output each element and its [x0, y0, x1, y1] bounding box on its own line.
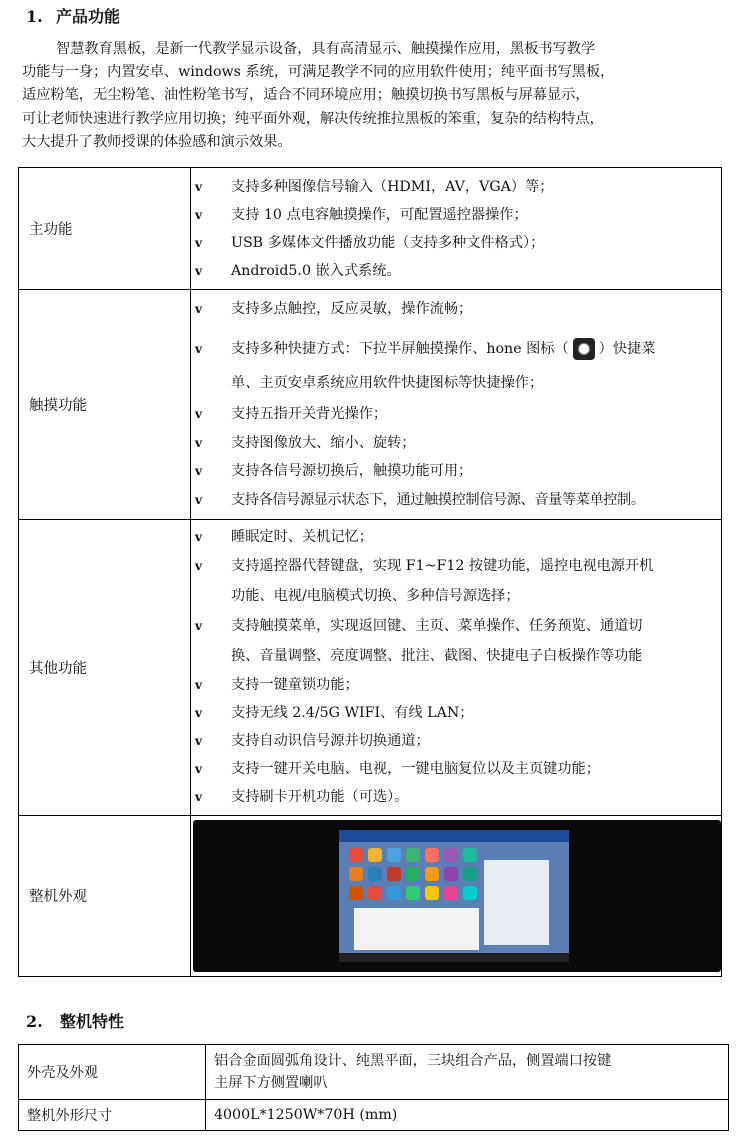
item-text-part: 单、主页安卓系统应用软件快捷图标等快捷操作； [231, 374, 544, 391]
row-touch-function [19, 290, 722, 520]
check-bullet-icon: v [195, 208, 202, 222]
check-bullet-icon: v [195, 761, 202, 776]
list-item [191, 671, 721, 699]
item-text: 支持一键童锁功能； [231, 676, 359, 693]
row-content [191, 815, 722, 976]
list-item [191, 699, 721, 727]
taskbar [339, 953, 569, 962]
function-table [18, 167, 722, 977]
feature-key: 整机外形尺寸 [19, 1100, 206, 1131]
item-text [231, 551, 721, 611]
feature-table [18, 1044, 729, 1131]
row-main-function [19, 168, 722, 290]
item-text: 支持 10 点电容触摸操作，可配置遥控器操作； [231, 207, 528, 223]
table-row [19, 1100, 729, 1131]
feature-value [206, 1045, 729, 1100]
intro-line [22, 84, 726, 107]
blackboard-photo [193, 820, 721, 972]
check-bullet-icon: v [195, 302, 202, 316]
check-bullet-icon: v [195, 618, 202, 633]
table-row [19, 1045, 729, 1100]
check-bullet-icon: v [195, 677, 202, 692]
feature-value-line: 铝合金面圆弧角设计、纯黑平面，三块组合产品，侧置端口按键 [214, 1053, 612, 1069]
check-bullet-icon: v [195, 493, 202, 508]
section1-heading [26, 4, 120, 27]
intro-line-text: 可让老师快速进行教学应用切换；纯平面外观，解决传统推拉黑板的笨重，复杂的结构特点， [22, 110, 604, 127]
feature-value: 4000L*1250W*70H (mm) [206, 1100, 729, 1131]
item-text: 支持各信号源切换后，触摸功能可用； [231, 463, 473, 480]
bullet-list [191, 290, 721, 519]
item-text: 睡眠定时、关机记忆； [231, 528, 373, 545]
feature-value-line: 主屏下方侧置喇叭 [214, 1075, 328, 1091]
item-text: 支持多点触控，反应灵敏，操作流畅； [231, 301, 473, 317]
check-bullet-icon: v [195, 180, 202, 194]
check-bullet-icon: v [195, 705, 202, 720]
row-appearance [19, 815, 722, 976]
list-item [191, 229, 721, 257]
list-item [191, 486, 721, 515]
section2-number: 2. [26, 1012, 43, 1031]
intro-line-text: 智慧教育黑板，是新一代教学显示设备，具有高清显示、触摸操作应用，黑板书写教学 [56, 41, 596, 57]
intro-line [22, 108, 726, 131]
item-text: 支持图像放大、缩小、旋转； [231, 434, 416, 451]
list-item [191, 400, 721, 429]
row-label: 主功能 [19, 168, 191, 290]
check-bullet-icon: v [195, 341, 202, 356]
item-text: USB 多媒体文件播放功能（支持多种文件格式）； [231, 235, 545, 251]
item-text: Android5.0 嵌入式系统。 [231, 263, 401, 279]
row-content [191, 290, 722, 520]
check-bullet-icon: v [195, 529, 202, 544]
list-item [191, 551, 721, 611]
section2-title: 整机特性 [60, 1012, 125, 1031]
check-bullet-icon: v [195, 264, 202, 278]
item-text: 支持刷卡开机功能（可选）。 [231, 788, 409, 805]
bullet-list [191, 520, 721, 815]
check-bullet-icon: v [195, 789, 202, 804]
list-item [191, 727, 721, 755]
item-text-part: ）快捷菜 [598, 340, 656, 357]
app-icon-grid [349, 848, 489, 900]
intro-line-text: 大大提升了教师授课的体验感和演示效果。 [22, 133, 292, 150]
section2-heading [26, 1009, 124, 1032]
intro-line [22, 38, 726, 61]
item-text-part: 换、音量调整、亮度调整、批注、截图、快捷电子白板操作等功能 [231, 647, 643, 664]
check-bullet-icon: v [195, 236, 202, 250]
row-label: 其他功能 [19, 519, 191, 815]
section1-title: 产品功能 [56, 7, 121, 26]
item-text [231, 324, 721, 400]
list-item [191, 755, 721, 783]
intro-line-text: 适应粉笔，无尘粉笔、油性粉笔书写，适合不同环境应用；触摸切换书写黑板与屏幕显示， [22, 87, 590, 104]
item-text-part: 功能、电视/电脑模式切换、多种信号源选择； [231, 587, 520, 604]
list-item [191, 523, 721, 551]
row-other-function [19, 519, 722, 815]
item-text: 支持多种图像信号输入（HDMI，AV，VGA）等； [231, 179, 554, 195]
list-item [191, 457, 721, 486]
item-text [231, 611, 721, 671]
row-label: 整机外观 [19, 815, 191, 976]
side-panel [484, 860, 549, 945]
list-item [191, 173, 721, 201]
list-item [191, 611, 721, 671]
browser-bar [339, 830, 569, 842]
item-text: 支持自动识信号源并切换通道； [231, 732, 430, 749]
window-panel [354, 908, 479, 950]
item-text-part: 支持多种快捷方式：下拉半屏触摸操作、hone 图标（ [231, 340, 569, 357]
item-text-part: 支持触摸菜单，实现返回键、主页、菜单操作、任务预览、通道切 [231, 617, 643, 634]
display-screen [339, 830, 569, 962]
feature-key: 外壳及外观 [19, 1045, 206, 1100]
check-bullet-icon: v [195, 464, 202, 479]
item-text: 支持各信号源显示状态下，通过触摸控制信号源、音量等菜单控制。 [231, 492, 645, 509]
bullet-list [191, 168, 721, 289]
section1-number: 1. [26, 7, 43, 26]
item-text: 支持一键开关电脑、电视，一键电脑复位以及主页键功能； [231, 760, 600, 777]
row-content [191, 168, 722, 290]
list-item [191, 783, 721, 811]
list-item [191, 324, 721, 400]
list-item [191, 257, 721, 285]
item-text-part: 支持遥控器代替键盘，实现 F1~F12 按键功能，遥控电视电源开机 [231, 557, 654, 574]
intro-line-text: 功能与一身；内置安卓、windows 系统，可满足教学不同的应用软件使用；纯平面书写黑板， [22, 64, 615, 81]
check-bullet-icon: v [195, 435, 202, 450]
list-item [191, 429, 721, 458]
check-bullet-icon: v [195, 733, 202, 748]
item-text: 支持无线 2.4/5G WIFI、有线 LAN； [231, 704, 474, 721]
row-label: 触摸功能 [19, 290, 191, 520]
check-bullet-icon: v [195, 558, 202, 573]
row-content [191, 519, 722, 815]
list-item [191, 201, 721, 229]
check-bullet-icon: v [195, 406, 202, 421]
intro-line [22, 61, 726, 84]
intro-line [22, 131, 726, 154]
item-text: 支持五指开关背光操作； [231, 405, 388, 422]
intro-paragraph [22, 38, 726, 154]
home-icon [573, 338, 595, 360]
list-item [191, 295, 721, 324]
